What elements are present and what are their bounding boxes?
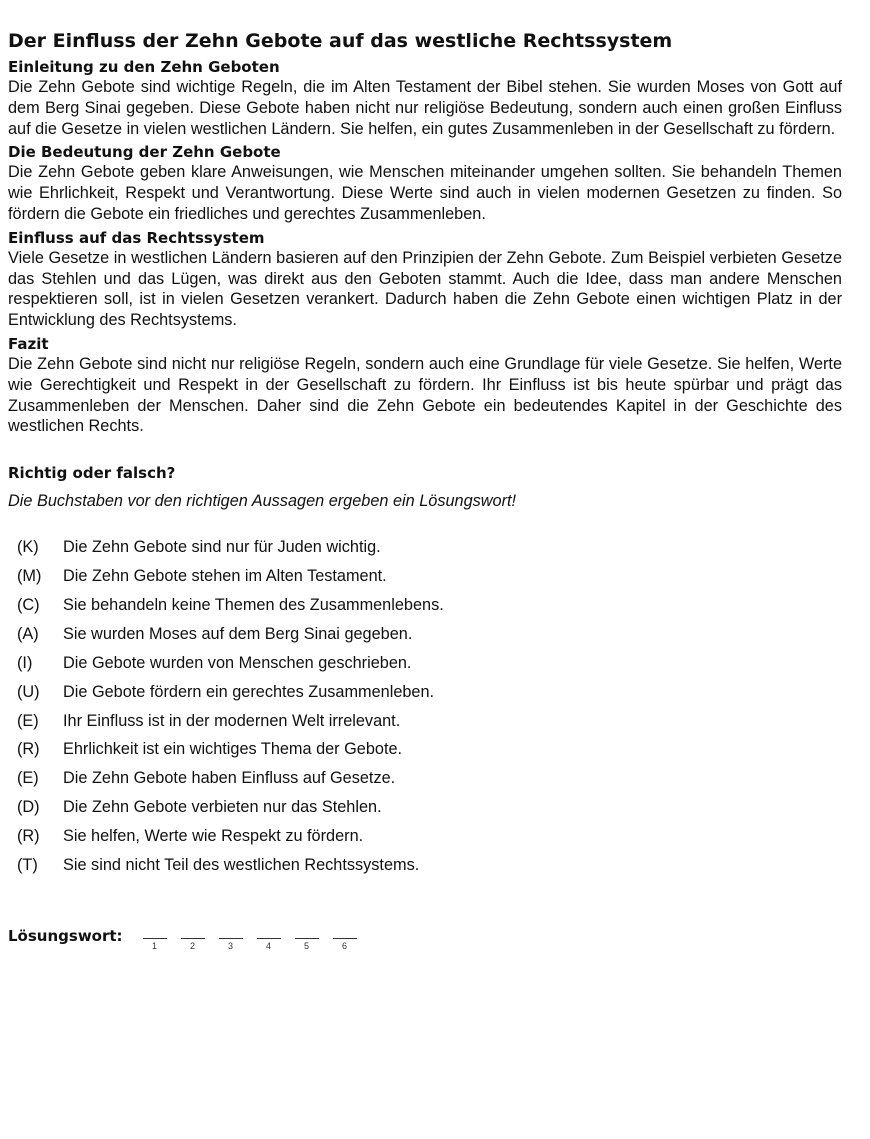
section-paragraph: Viele Gesetze in westlichen Ländern basieren auf den Prinzipien der Zehn Gebote. Zum Beispiel verbieten Gesetze das Stehlen und das Lügen, was direkt aus den Geboten stammt. Auch die Idee, dass man andere Menschen respektieren soll, ist in vielen Gesetzen verankert. Dadurch haben die Zehn Gebote einen wichtigen Platz in der Entwicklung des Rechtsystems. [8, 248, 842, 330]
solution-word-row [8, 926, 842, 952]
blank-line [181, 938, 205, 939]
blank-line [219, 938, 243, 939]
statement-text: Die Zehn Gebote stehen im Alten Testament. [63, 567, 387, 586]
statement-item [8, 678, 842, 707]
solution-blank [181, 938, 205, 952]
statement-letter: (T) [17, 855, 38, 874]
blank-number: 6 [342, 940, 348, 951]
section-paragraph: Die Zehn Gebote geben klare Anweisungen, wie Menschen miteinander umgehen sollten. Sie behandeln Themen wie Ehrlichkeit, Respekt und Verantwortung. Diese Werte sind auch in vielen modernen Gesetzen zu finden. So fördern die Gebote ein friedliches und gerechtes Zusammenleben. [8, 163, 842, 223]
blank-line [295, 938, 319, 939]
section-introduction [8, 58, 842, 139]
statement-letter: (M) [17, 567, 42, 586]
statement-item [8, 562, 842, 591]
statement-text: Sie sind nicht Teil des westlichen Rechtssystems. [63, 855, 420, 874]
statement-letter: (C) [17, 595, 40, 614]
statement-list [8, 533, 842, 880]
section-heading: Einfluss auf das Rechtssystem [8, 228, 265, 247]
quiz-title: Richtig oder falsch? [8, 464, 176, 483]
statement-text: Die Zehn Gebote haben Einfluss auf Gesetze. [63, 769, 396, 788]
blank-number: 2 [190, 940, 196, 951]
statement-letter: (D) [17, 798, 40, 817]
statement-item [8, 591, 842, 620]
section-paragraph: Die Zehn Gebote sind wichtige Regeln, die im Alten Testament der Bibel stehen. Sie wurden Moses von Gott auf dem Berg Sinai gegeben. Diese Gebote haben nicht nur religiöse Bedeutung, sondern auch einen großen Einfluss auf die Gesetze in vielen westlichen Ländern. Sie helfen, ein gutes Zusammenleben in der Gesellschaft zu fördern. [8, 78, 842, 138]
solution-blank [333, 938, 357, 952]
solution-blanks [143, 926, 357, 952]
solution-blank [257, 938, 281, 952]
blank-number: 3 [228, 940, 234, 951]
blank-line [257, 938, 281, 939]
statement-text: Sie helfen, Werte wie Respekt zu fördern. [63, 827, 364, 846]
statement-text: Ihr Einfluss ist in der modernen Welt irrelevant. [63, 711, 401, 730]
blank-line [333, 938, 357, 939]
statement-letter: (E) [17, 711, 39, 730]
statement-letter: (R) [17, 827, 40, 846]
blank-number: 4 [266, 940, 272, 951]
section-paragraph: Die Zehn Gebote sind nicht nur religiöse Regeln, sondern auch eine Grundlage für viele Gesetze. Sie helfen, Werte wie Gerechtigkeit und Respekt in der Gesellschaft zu fördern. Ihr Einfluss ist bis heute spürbar und prägt das Zusammenleben der Menschen. Daher sind die Zehn Gebote ein bedeutendes Kapitel in der Geschichte des westlichen Rechts. [8, 354, 842, 436]
statement-letter: (R) [17, 740, 40, 759]
statement-letter: (I) [17, 653, 33, 672]
document-title: Der Einfluss der Zehn Gebote auf das westliche Rechtssystem [8, 30, 673, 52]
statement-letter: (E) [17, 769, 39, 788]
statement-text: Die Gebote wurden von Menschen geschrieben. [63, 653, 412, 672]
section-heading: Fazit [8, 334, 49, 353]
blank-line [143, 938, 167, 939]
blank-number: 5 [304, 940, 310, 951]
worksheet-page [8, 28, 842, 952]
solution-label: Lösungswort: [8, 926, 123, 945]
statement-letter: (U) [17, 682, 40, 701]
section-heading: Einleitung zu den Zehn Geboten [8, 58, 280, 76]
statement-item [8, 793, 842, 822]
statement-text: Die Zehn Gebote verbieten nur das Stehlen. [63, 798, 382, 817]
section-meaning [8, 143, 842, 224]
statement-item [8, 764, 842, 793]
statement-item [8, 533, 842, 562]
statement-text: Die Gebote fördern ein gerechtes Zusammenleben. [63, 682, 435, 701]
statement-letter: (K) [17, 538, 39, 557]
statement-text: Die Zehn Gebote sind nur für Juden wichtig. [63, 538, 381, 557]
solution-blank [143, 938, 167, 952]
quiz-instruction: Die Buchstaben vor den richtigen Aussagen ergeben ein Lösungswort! [8, 492, 517, 511]
statement-text: Sie behandeln keine Themen des Zusammenlebens. [63, 595, 444, 614]
section-legal-influence [8, 229, 842, 331]
section-conclusion [8, 335, 842, 437]
section-heading: Die Bedeutung der Zehn Gebote [8, 143, 281, 162]
blank-number: 1 [152, 940, 158, 951]
statement-letter: (A) [17, 624, 39, 643]
solution-blank [219, 938, 243, 952]
statement-item [8, 822, 842, 851]
statement-text: Sie wurden Moses auf dem Berg Sinai gegeben. [63, 624, 413, 643]
statement-item [8, 620, 842, 649]
statement-item [8, 735, 842, 764]
statement-item [8, 851, 842, 880]
solution-blank [295, 938, 319, 952]
statement-item [8, 707, 842, 736]
statement-item [8, 649, 842, 678]
statement-text: Ehrlichkeit ist ein wichtiges Thema der Gebote. [63, 740, 403, 759]
